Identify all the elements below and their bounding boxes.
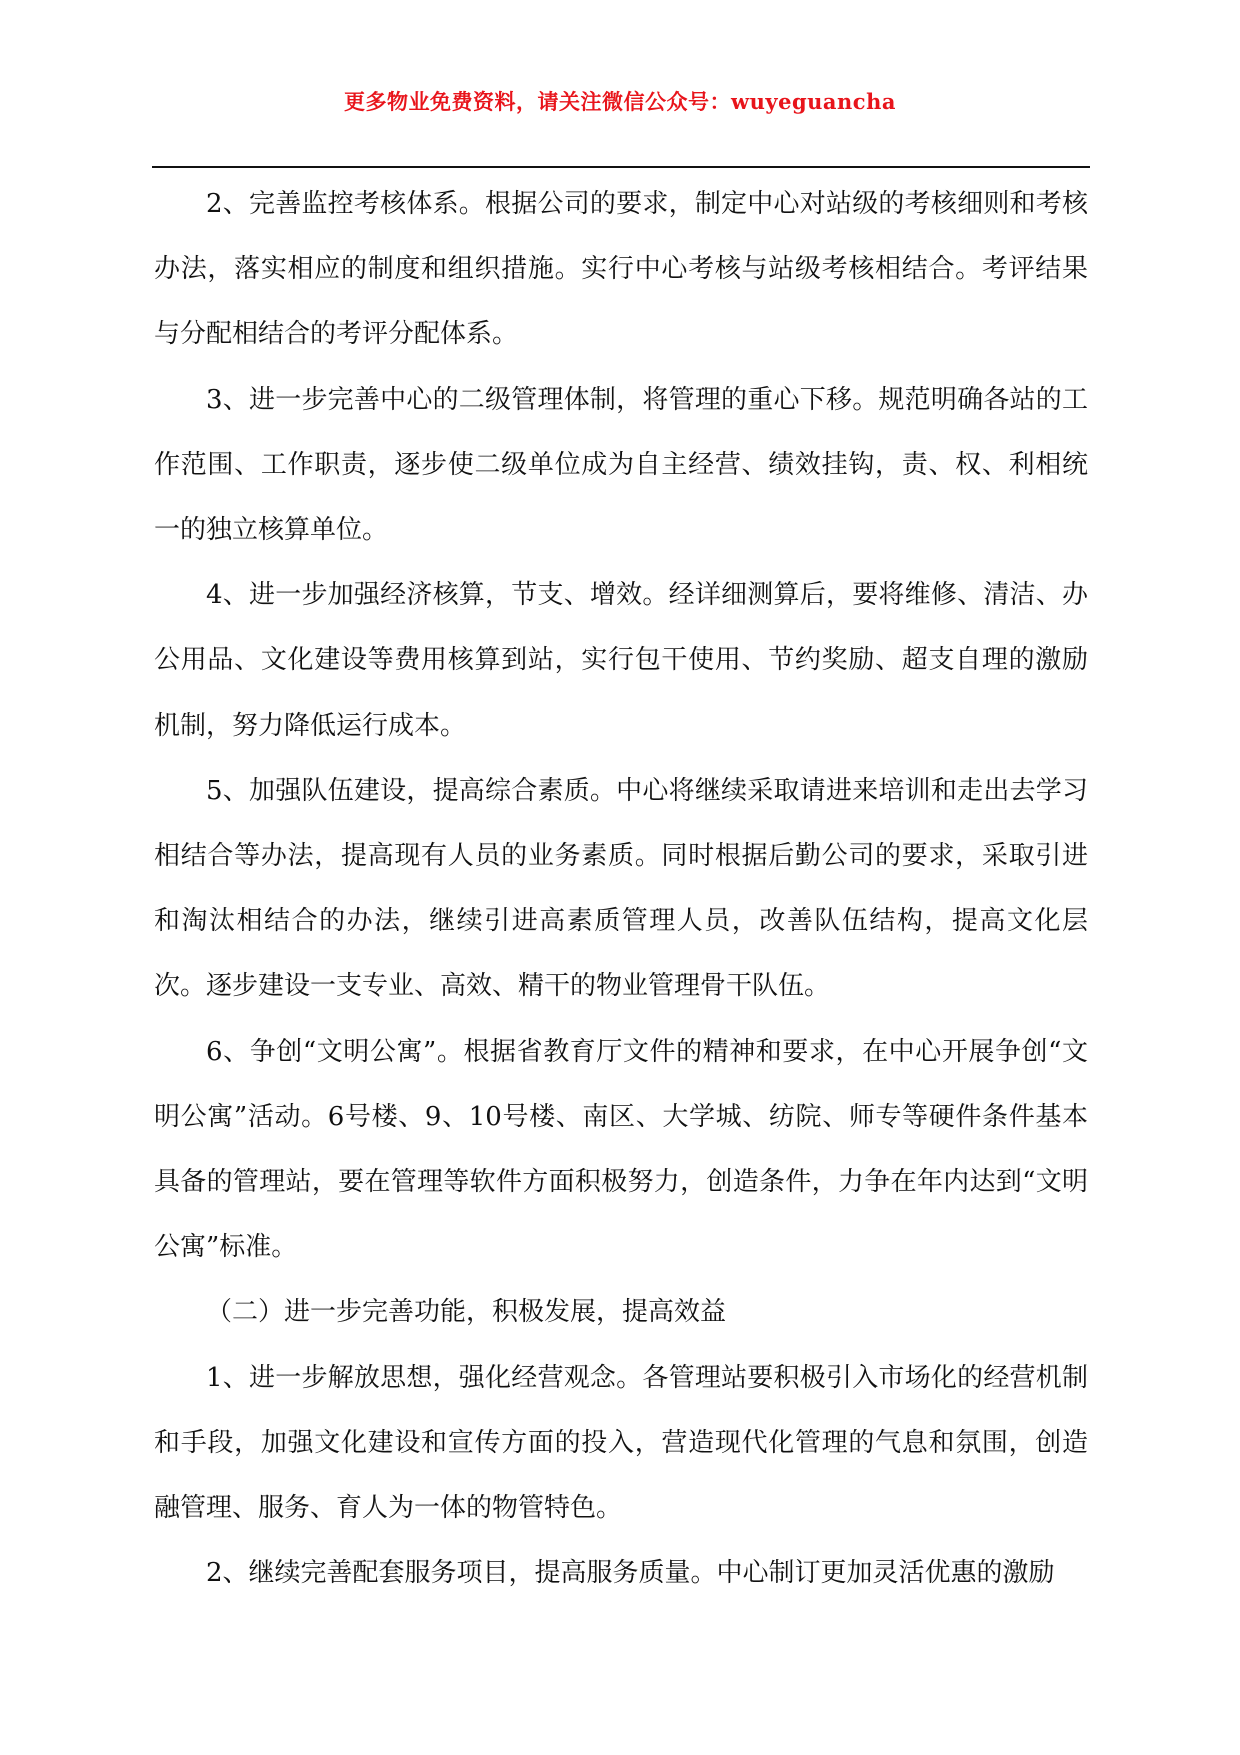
header-divider [152,166,1090,168]
paragraph-4: 4、进一步加强经济核算，节支、增效。经详细测算后，要将维修、清洁、办公用品、文化建设等费用核算到站，实行包干使用、节约奖励、超支自理的激励机制，努力降低运行成本。 [154,580,1088,741]
paragraph-3: 3、进一步完善中心的二级管理体制，将管理的重心下移。规范明确各站的工作范围、工作职责，逐步使二级单位成为自主经营、绩效挂钩，责、权、利相统一的独立核算单位。 [154,384,1088,546]
section-paragraph-2: 2、继续完善配套服务项目，提高服务质量。中心制订更加灵活优惠的激励 [206,1558,1055,1589]
paragraph-5: 5、加强队伍建设，提高综合素质。中心将继续采取请进来培训和走出去学习相结合等办法，提高现有人员的业务素质。同时根据后勤公司的要求，采取引进和淘汰相结合的办法，继续引进高素质管理人员，改善队伍结构，提高文化层次。逐步建设一支专业、高效、精干的物业管理骨干队伍。 [154,775,1088,1002]
section-paragraph-1: 1、进一步解放思想，强化经营观念。各管理站要积极引入市场化的经营机制和手段，加强文化建设和宣传方面的投入，营造现代化管理的气息和氛围，创造融管理、服务、育人为一体的物管特色。 [154,1362,1088,1524]
promo-header: 更多物业免费资料，请关注微信公众号：wuyeguancha [344,89,896,114]
paragraph-6: 6、争创“文明公寓”。根据省教育厅文件的精神和要求，在中心开展争创“文明公寓”活动。6号楼、9、10号楼、南区、大学城、纺院、师专等硬件条件基本具备的管理站，要在管理等软件方面积极努力，创造条件，力争在年内达到“文明公寓”标准。 [154,1036,1088,1263]
section-heading: （二）进一步完善功能，积极发展，提高效益 [206,1297,727,1328]
paragraph-2: 2、完善监控考核体系。根据公司的要求，制定中心对站级的考核细则和考核办法，落实相应的制度和组织措施。实行中心考核与站级考核相结合。考评结果与分配相结合的考评分配体系。 [154,189,1088,350]
document-body [154,172,1088,1606]
